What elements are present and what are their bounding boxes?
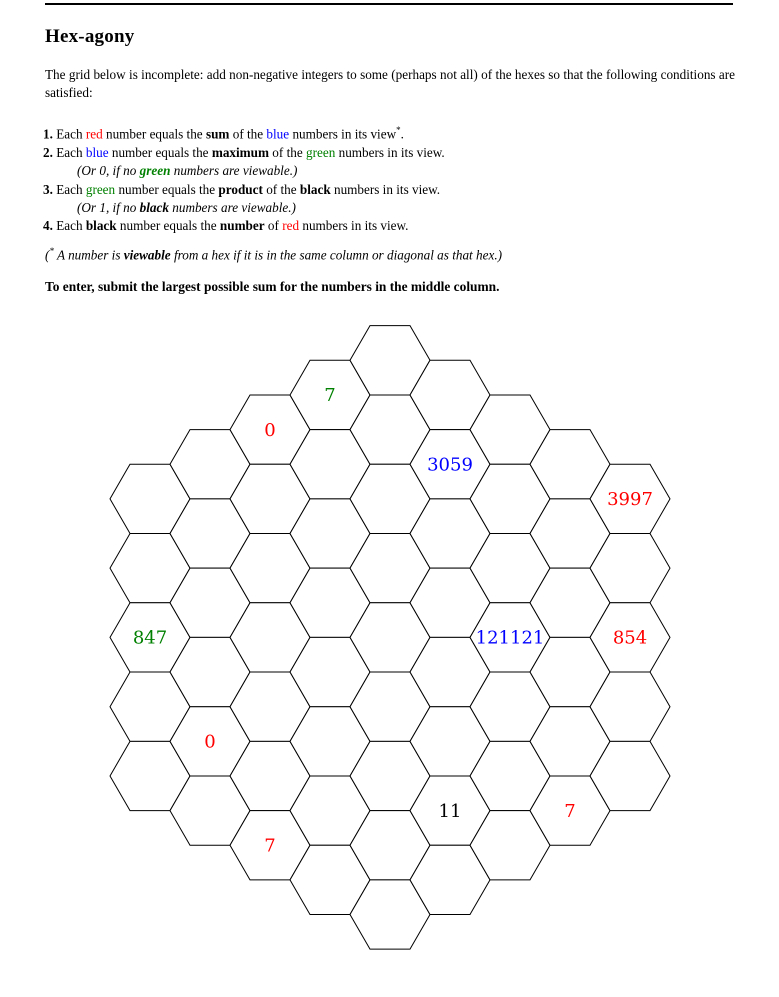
text-segment: numbers in its view.: [330, 181, 441, 197]
text-segment: A number is: [53, 247, 124, 263]
hex-label-black-11: 11: [438, 800, 462, 822]
text-segment: Each: [52, 181, 86, 197]
text-segment: numbers in its view.: [299, 218, 409, 234]
text-segment: number: [219, 218, 265, 234]
hex-label-red-0: 0: [264, 419, 276, 441]
text-segment: sum: [205, 126, 230, 142]
text-segment: 1.: [43, 126, 53, 142]
text-segment: green: [139, 163, 171, 179]
page-title: Hex-agony: [45, 26, 135, 47]
text-segment: 3.: [43, 181, 53, 197]
text-segment: of: [264, 218, 283, 234]
text-segment: Each: [52, 126, 86, 142]
text-segment: number equals the: [102, 126, 206, 142]
text-segment: numbers are viewable.): [168, 200, 296, 216]
text-segment: .: [400, 126, 404, 142]
text-segment: 4.: [43, 218, 53, 234]
text-segment: product: [218, 181, 263, 197]
text-segment: numbers in its view.: [335, 144, 445, 160]
hex-label-red-7: 7: [264, 835, 276, 857]
text-segment: 2.: [43, 144, 53, 160]
text-segment: To enter, submit the largest possible sum for the numbers in the middle column.: [45, 279, 500, 294]
text-segment: maximum: [211, 144, 269, 160]
hex-label-blue-121121: 121121: [475, 627, 545, 649]
hex-label-blue-3059: 3059: [427, 454, 473, 476]
text-segment: number equals the: [115, 181, 219, 197]
hex-label-green-847: 847: [132, 627, 168, 649]
text-segment: number equals the: [116, 218, 220, 234]
text-segment: (Or 0, if no: [77, 163, 140, 179]
text-segment: red: [282, 218, 300, 234]
text-segment: red: [85, 126, 103, 142]
text-segment: black: [299, 181, 331, 197]
text-segment: of the: [269, 144, 306, 160]
text-segment: blue: [85, 144, 109, 160]
intro-paragraph: The grid below is incomplete: add non-negative integers to some (perhaps not all) of the hexes so that the following conditions are satisfied:: [45, 67, 735, 100]
text-segment: black: [85, 218, 117, 234]
hex-label-red-854: 854: [612, 627, 648, 649]
text-segment: of the: [262, 181, 300, 197]
text-segment: green: [85, 181, 116, 197]
text-segment: from a hex if it is in the same column or diagonal as that hex.): [170, 247, 503, 263]
text-segment: blue: [266, 126, 290, 142]
text-segment: black: [139, 200, 169, 216]
text-segment: (Or 1, if no: [77, 200, 140, 216]
text-segment: *: [49, 246, 54, 256]
hex-label-red-0: 0: [204, 731, 216, 753]
text-segment: Each: [52, 144, 86, 160]
text-segment: numbers in its view: [289, 126, 397, 142]
text-segment: *: [396, 125, 401, 135]
text-segment: (: [45, 247, 50, 263]
text-segment: Each: [52, 218, 86, 234]
text-segment: viewable: [123, 247, 171, 263]
hex-label-green-7: 7: [324, 385, 336, 407]
text-segment: numbers are viewable.): [170, 163, 298, 179]
text-segment: number equals the: [108, 144, 212, 160]
hex-label-red-3997: 3997: [607, 489, 653, 511]
hex-label-red-7: 7: [564, 800, 576, 822]
text-segment: green: [306, 144, 336, 160]
text-segment: of the: [229, 126, 267, 142]
